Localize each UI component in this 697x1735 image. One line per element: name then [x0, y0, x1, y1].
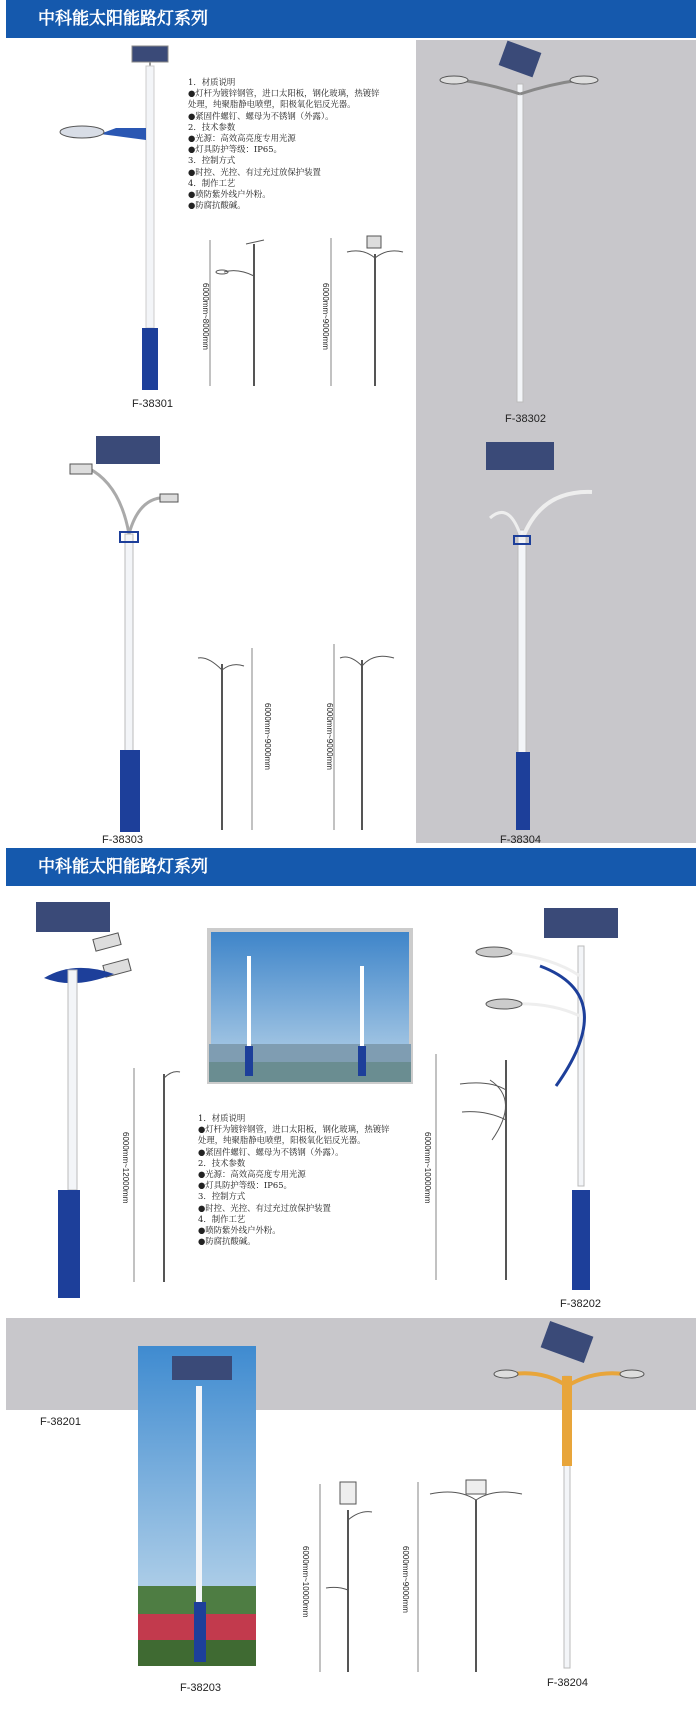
section-header-2: [6, 848, 696, 886]
pole-drawing: [192, 644, 272, 834]
pole-drawing: [327, 234, 417, 390]
pole-drawing: [308, 1480, 378, 1676]
model-code: F-38301: [132, 398, 173, 410]
model-code: F-38303: [102, 834, 143, 846]
model-code: F-38202: [560, 1298, 601, 1310]
dimension-label: 6000mm~9000mm: [401, 1546, 410, 1613]
model-code: F-38201: [40, 1416, 81, 1428]
model-code: F-38302: [505, 413, 546, 425]
dimension-label: 6000mm~9000mm: [325, 703, 334, 770]
model-code: F-38203: [180, 1682, 221, 1694]
header-title: 中科能太阳能路灯系列: [38, 857, 208, 877]
street-light-photo: [60, 434, 190, 834]
spec-text-1: 1．材质说明 ●灯杆为镀锌钢管，进口太阳板，钢化玻璃，热镀锌 处理，纯聚脂静电喷塑，阳极氧化铝反光器。 ●紧固件螺钉、螺母为不锈钢（外露）。 2．技术参数 ●光源：高效高亮度专用光源 ●灯具防护等级：IP65。 3．控制方式 ●时控、光控、有过充过放保护装置 4．制作工艺 ●喷防紫外线户外粉。 ●防腐抗酸碱。: [188, 77, 380, 211]
spec-text-2: 1．材质说明 ●灯杆为镀锌钢管，进口太阳板，钢化玻璃，热镀锌 处理，纯聚脂静电喷塑，阳极氧化铝反光器。 ●紧固件螺钉、螺母为不锈钢（外露）。 2．技术参数 ●光源：高效高亮度专用光源 ●灯具防护等级：IP65。 3．控制方式 ●时控、光控、有过充过放保护装置 4．制作工艺 ●喷防紫外线户外粉。 ●防腐抗酸碱。: [198, 1113, 390, 1247]
dimension-label: 6000mm~10000mm: [423, 1132, 432, 1204]
dimension-label: 6000mm~10000mm: [301, 1546, 310, 1618]
street-light-photo: [440, 44, 590, 404]
header-title: 中科能太阳能路灯系列: [38, 9, 208, 29]
street-light-photo: [60, 44, 180, 394]
landscape-photo: [205, 926, 415, 1086]
street-light-photo: [138, 1346, 256, 1666]
dimension-label: 6000mm~9000mm: [321, 283, 330, 350]
street-light-photo: [480, 440, 600, 832]
model-code: F-38204: [547, 1677, 588, 1689]
dimension-label: 6000mm~9000mm: [263, 703, 272, 770]
dimension-label: 6000mm~8000mm: [201, 283, 210, 350]
pole-drawing: [330, 640, 410, 834]
section-header-1: [6, 0, 696, 38]
street-light-photo: [494, 1326, 654, 1672]
pole-drawing: [128, 1064, 188, 1286]
dimension-label: 6000mm~12000mm: [121, 1132, 130, 1204]
model-code: F-38304: [500, 834, 541, 846]
street-light-photo: [470, 906, 630, 1294]
pole-drawing: [206, 236, 286, 390]
